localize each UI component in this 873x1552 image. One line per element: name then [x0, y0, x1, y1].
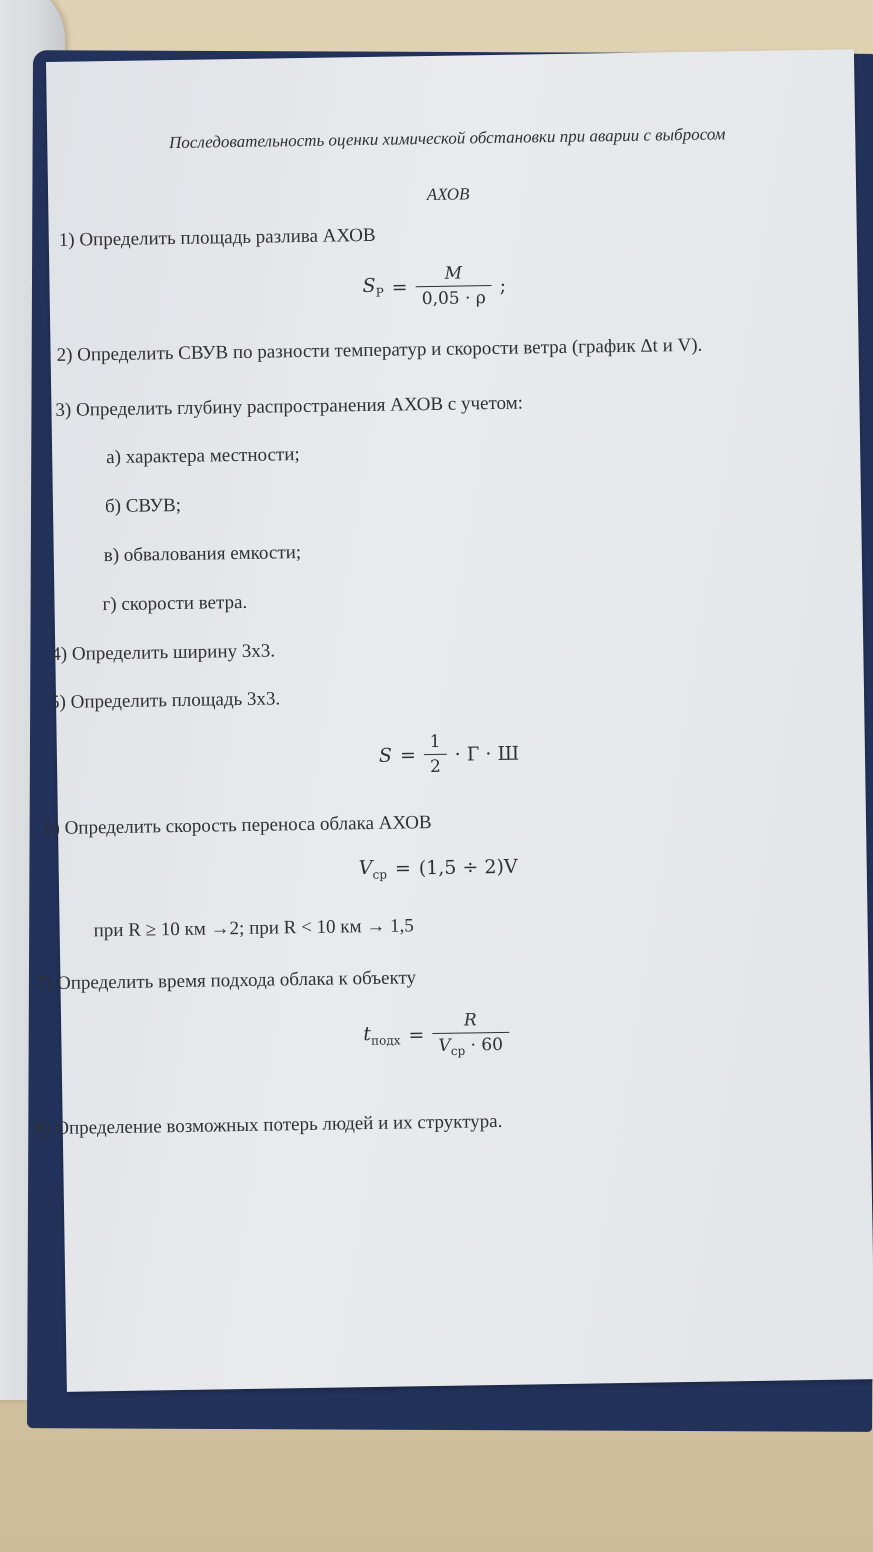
formula2-tail: · Г · Ш	[454, 742, 520, 766]
sub-item-d: г) скорости ветра.	[102, 591, 248, 616]
formula4-denominator: $V_{ср} \cdot 60$	[432, 1032, 509, 1059]
formula-cloud-speed	[359, 855, 518, 882]
document-content	[34, 49, 873, 1392]
step-1: 1) Определить площадь разлива АХОВ	[58, 224, 376, 251]
formula-arrival-time	[363, 1010, 509, 1060]
formula1-eq: =	[391, 275, 408, 299]
sub-item-b: б) СВУВ;	[104, 494, 182, 518]
step-5: 5) Определить площадь 3х3.	[49, 688, 281, 714]
document-sheet	[34, 49, 873, 1392]
formula1-tail: ;	[499, 274, 507, 297]
formula3-lhs: $V_{ср}$	[358, 856, 388, 882]
formula1-lhs: $S_Р$	[362, 274, 384, 300]
formula4-lhs: $t_{подх}$	[363, 1023, 401, 1049]
formula-zone-area	[379, 731, 520, 778]
formula2-eq: =	[399, 743, 417, 767]
formula3-rhs: (1,5 ÷ 2)V	[418, 856, 518, 880]
title-line-2: АХОВ	[426, 184, 470, 205]
formula4-numerator: R	[463, 1010, 477, 1031]
step-8: 8) Определение возможных потерь людей и их структура.	[34, 1110, 503, 1140]
step-7: 7) Определить время подхода облака к объекту	[36, 967, 417, 995]
sub-item-c: в) обвалования емкости;	[103, 542, 302, 567]
step-3: 3) Определить глубину распространения АХОВ с учетом:	[55, 392, 524, 421]
formula2-denominator: 2	[424, 754, 447, 777]
formula2-numerator: 1	[429, 731, 441, 753]
step-4: 4) Определить ширину 3х3.	[51, 640, 276, 665]
formula4-eq: =	[408, 1023, 425, 1047]
step-6: 6) Определить скорость переноса облака АХОВ	[43, 812, 432, 840]
step-2: 2) Определить СВУВ по разности температур и скорости ветра (график Δt и V).	[56, 334, 703, 366]
formula-spill-area	[362, 263, 506, 310]
formula2-lhs: S	[378, 744, 393, 767]
formula1-numerator: M	[444, 263, 463, 284]
formula1-denominator: 0,05 · ρ	[416, 285, 492, 309]
sub-item-a: а) характера местности;	[106, 444, 300, 469]
speed-note: при R ≥ 10 км →2; при R < 10 км → 1,5	[93, 915, 414, 942]
title-line-1: Последовательность оценки химической обстановки при аварии с выбросом	[168, 124, 726, 153]
formula1-fraction	[415, 263, 492, 309]
formula2-fraction	[424, 732, 448, 777]
formula3-eq: =	[394, 857, 411, 881]
formula4-fraction	[432, 1010, 509, 1059]
